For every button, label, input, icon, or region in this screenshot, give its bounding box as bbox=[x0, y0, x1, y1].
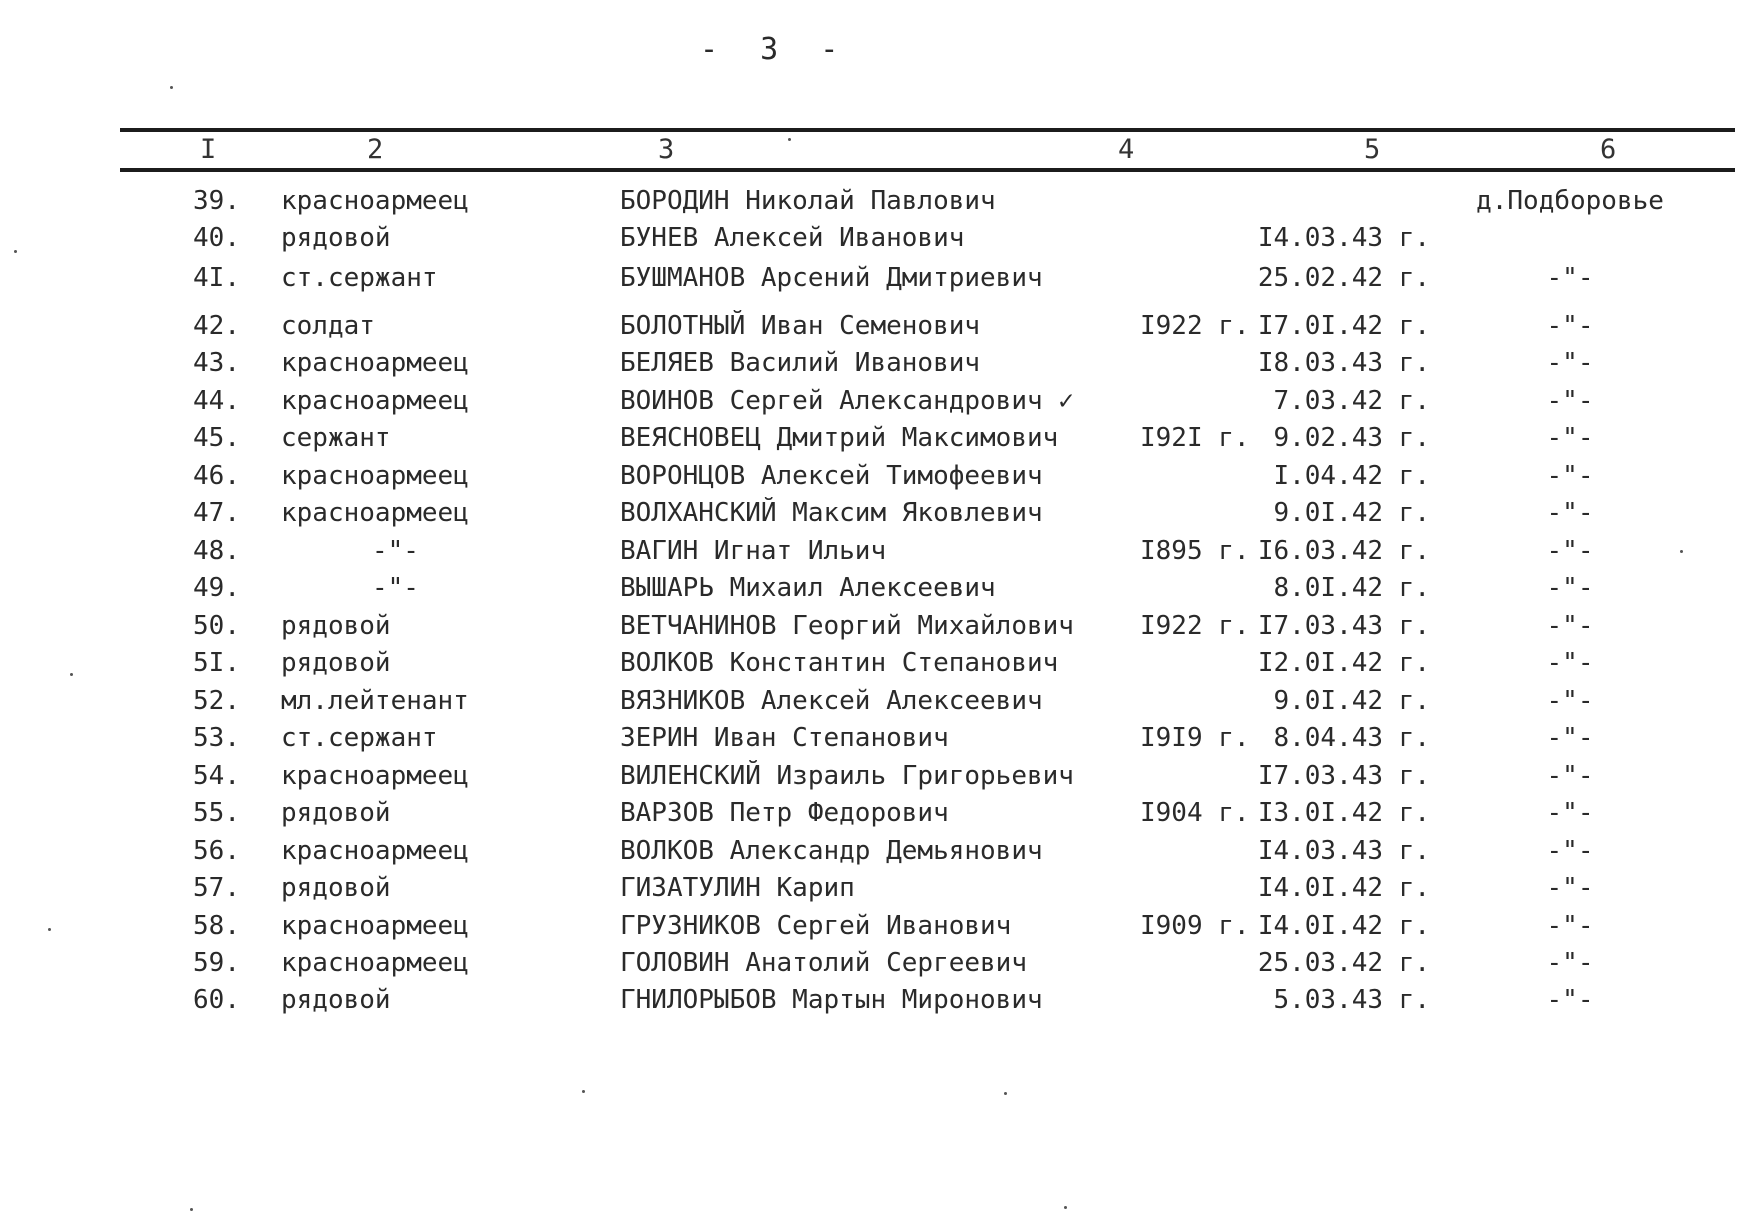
scan-speck bbox=[170, 86, 173, 89]
table-row bbox=[0, 761, 1740, 797]
rank-cell: красноармеец bbox=[281, 498, 469, 528]
birth-year-cell: I9I9 г. bbox=[1140, 723, 1250, 753]
rank-cell: красноармеец bbox=[281, 461, 469, 491]
header-bottom-rule bbox=[120, 168, 1735, 172]
burial-place-cell: д.Подборовье bbox=[1476, 186, 1664, 216]
birth-year-cell: I922 г. bbox=[1140, 611, 1250, 641]
column-header-4: 4 bbox=[1118, 134, 1135, 165]
death-date-cell: I8.03.43 г. bbox=[1257, 348, 1430, 378]
burial-place-cell: -"- bbox=[1546, 798, 1594, 828]
name-cell: ВОЛКОВ Константин Степанович bbox=[620, 648, 1059, 678]
name-cell: БЕЛЯЕВ Василий Иванович bbox=[620, 348, 981, 378]
column-header-2: 2 bbox=[367, 134, 384, 165]
scan-speck bbox=[1680, 550, 1683, 553]
scan-speck bbox=[190, 1208, 193, 1211]
row-number: 49. bbox=[193, 573, 240, 603]
rank-cell: красноармеец bbox=[281, 911, 469, 941]
rank-cell: мл.лейтенант bbox=[281, 686, 469, 716]
rank-cell: сержант bbox=[281, 423, 391, 453]
table-row bbox=[0, 573, 1740, 609]
name-cell: ГНИЛОРЫБОВ Мартын Миронович bbox=[620, 985, 1043, 1015]
birth-year-cell: I909 г. bbox=[1140, 911, 1250, 941]
death-date-cell: I4.0I.42 г. bbox=[1257, 911, 1430, 941]
burial-place-cell: -"- bbox=[1546, 836, 1594, 866]
table-row bbox=[0, 386, 1740, 422]
table-row bbox=[0, 423, 1740, 459]
rank-cell: рядовой bbox=[281, 223, 391, 253]
name-cell: БОЛОТНЫЙ Иван Семенович bbox=[620, 311, 981, 341]
row-number: 46. bbox=[193, 461, 240, 491]
column-header-6: 6 bbox=[1600, 134, 1617, 165]
table-row bbox=[0, 723, 1740, 759]
death-date-cell: 5.03.43 г. bbox=[1273, 985, 1430, 1015]
name-cell: ВЕТЧАНИНОВ Георгий Михайлович bbox=[620, 611, 1074, 641]
burial-place-cell: -"- bbox=[1546, 648, 1594, 678]
scan-speck bbox=[70, 673, 73, 676]
table-row bbox=[0, 263, 1740, 299]
row-number: 5I. bbox=[193, 648, 240, 678]
burial-place-cell: -"- bbox=[1546, 611, 1594, 641]
row-number: 57. bbox=[193, 873, 240, 903]
table-row bbox=[0, 985, 1740, 1021]
rank-cell: рядовой bbox=[281, 985, 391, 1015]
row-number: 45. bbox=[193, 423, 240, 453]
name-cell: БУНЕВ Алексей Иванович bbox=[620, 223, 965, 253]
name-cell: ВАГИН Игнат Ильич bbox=[620, 536, 887, 566]
row-number: 50. bbox=[193, 611, 240, 641]
name-cell: ВОИНОВ Сергей Александрович ✓ bbox=[620, 386, 1074, 416]
death-date-cell: I4.0I.42 г. bbox=[1257, 873, 1430, 903]
rank-cell: ст.сержант bbox=[281, 263, 438, 293]
row-number: 54. bbox=[193, 761, 240, 791]
table-row bbox=[0, 311, 1740, 347]
table-row bbox=[0, 223, 1740, 259]
table-row bbox=[0, 348, 1740, 384]
burial-place-cell: -"- bbox=[1546, 911, 1594, 941]
rank-cell: рядовой bbox=[281, 648, 391, 678]
birth-year-cell: I904 г. bbox=[1140, 798, 1250, 828]
burial-place-cell: -"- bbox=[1546, 761, 1594, 791]
table-top-rule bbox=[120, 128, 1735, 132]
burial-place-cell: -"- bbox=[1546, 948, 1594, 978]
name-cell: ВЯЗНИКОВ Алексей Алексеевич bbox=[620, 686, 1043, 716]
name-cell: БУШМАНОВ Арсений Дмитриевич bbox=[620, 263, 1043, 293]
death-date-cell: 7.03.42 г. bbox=[1273, 386, 1430, 416]
row-number: 55. bbox=[193, 798, 240, 828]
death-date-cell: I.04.42 г. bbox=[1273, 461, 1430, 491]
name-cell: ВИЛЕНСКИЙ Израиль Григорьевич bbox=[620, 761, 1074, 791]
death-date-cell: 9.0I.42 г. bbox=[1273, 686, 1430, 716]
burial-place-cell: -"- bbox=[1546, 573, 1594, 603]
rank-cell: красноармеец bbox=[281, 836, 469, 866]
birth-year-cell: I92I г. bbox=[1140, 423, 1250, 453]
scan-speck bbox=[1064, 1206, 1067, 1209]
table-row bbox=[0, 536, 1740, 572]
death-date-cell: 25.02.42 г. bbox=[1257, 263, 1430, 293]
rank-cell: рядовой bbox=[281, 873, 391, 903]
column-header-5: 5 bbox=[1364, 134, 1381, 165]
scan-speck bbox=[582, 1090, 585, 1093]
row-number: 44. bbox=[193, 386, 240, 416]
row-number: 39. bbox=[193, 186, 240, 216]
death-date-cell: I3.0I.42 г. bbox=[1257, 798, 1430, 828]
rank-cell: красноармеец bbox=[281, 948, 469, 978]
death-date-cell: 25.03.42 г. bbox=[1257, 948, 1430, 978]
rank-cell: ст.сержант bbox=[281, 723, 438, 753]
rank-cell: -"- bbox=[372, 573, 419, 603]
column-header-1: I bbox=[200, 134, 217, 165]
table-row bbox=[0, 648, 1740, 684]
table-row bbox=[0, 611, 1740, 647]
name-cell: ВАРЗОВ Петр Федорович bbox=[620, 798, 949, 828]
burial-place-cell: -"- bbox=[1546, 723, 1594, 753]
death-date-cell: I7.03.43 г. bbox=[1257, 761, 1430, 791]
row-number: 47. bbox=[193, 498, 240, 528]
rank-cell: красноармеец bbox=[281, 186, 469, 216]
row-number: 48. bbox=[193, 536, 240, 566]
page-number: - 3 - bbox=[700, 32, 851, 67]
row-number: 52. bbox=[193, 686, 240, 716]
name-cell: ГИЗАТУЛИН Карип bbox=[620, 873, 855, 903]
burial-place-cell: -"- bbox=[1546, 423, 1594, 453]
name-cell: ВОЛКОВ Александр Демьянович bbox=[620, 836, 1043, 866]
table-row bbox=[0, 498, 1740, 534]
burial-place-cell: -"- bbox=[1546, 311, 1594, 341]
row-number: 43. bbox=[193, 348, 240, 378]
name-cell: ВЫШАРЬ Михаил Алексеевич bbox=[620, 573, 996, 603]
name-cell: ГОЛОВИН Анатолий Сергеевич bbox=[620, 948, 1027, 978]
table-row bbox=[0, 911, 1740, 947]
name-cell: ЗЕРИН Иван Степанович bbox=[620, 723, 949, 753]
name-cell: БОРОДИН Николай Павлович bbox=[620, 186, 996, 216]
table-row bbox=[0, 873, 1740, 909]
burial-place-cell: -"- bbox=[1546, 461, 1594, 491]
row-number: 59. bbox=[193, 948, 240, 978]
row-number: 56. bbox=[193, 836, 240, 866]
burial-place-cell: -"- bbox=[1546, 873, 1594, 903]
burial-place-cell: -"- bbox=[1546, 348, 1594, 378]
row-number: 42. bbox=[193, 311, 240, 341]
rank-cell: рядовой bbox=[281, 611, 391, 641]
row-number: 40. bbox=[193, 223, 240, 253]
death-date-cell: I7.03.43 г. bbox=[1257, 611, 1430, 641]
burial-place-cell: -"- bbox=[1546, 985, 1594, 1015]
scan-speck bbox=[1004, 1092, 1007, 1095]
row-number: 60. bbox=[193, 985, 240, 1015]
scan-speck bbox=[14, 250, 17, 253]
table-row bbox=[0, 836, 1740, 872]
rank-cell: рядовой bbox=[281, 798, 391, 828]
death-date-cell: I2.0I.42 г. bbox=[1257, 648, 1430, 678]
burial-place-cell: -"- bbox=[1546, 536, 1594, 566]
table-row bbox=[0, 948, 1740, 984]
scan-speck bbox=[48, 928, 51, 931]
burial-place-cell: -"- bbox=[1546, 686, 1594, 716]
name-cell: ВЕЯСНОВЕЦ Дмитрий Максимович bbox=[620, 423, 1059, 453]
name-cell: ВОРОНЦОВ Алексей Тимофеевич bbox=[620, 461, 1043, 491]
death-date-cell: I4.03.43 г. bbox=[1257, 223, 1430, 253]
rank-cell: -"- bbox=[372, 536, 419, 566]
death-date-cell: 9.0I.42 г. bbox=[1273, 498, 1430, 528]
table-row bbox=[0, 461, 1740, 497]
scan-speck bbox=[788, 138, 791, 141]
death-date-cell: I6.03.42 г. bbox=[1257, 536, 1430, 566]
table-row bbox=[0, 798, 1740, 834]
death-date-cell: 8.04.43 г. bbox=[1273, 723, 1430, 753]
death-date-cell: I4.03.43 г. bbox=[1257, 836, 1430, 866]
column-header-3: 3 bbox=[658, 134, 675, 165]
birth-year-cell: I922 г. bbox=[1140, 311, 1250, 341]
name-cell: ВОЛХАНСКИЙ Максим Яковлевич bbox=[620, 498, 1043, 528]
birth-year-cell: I895 г. bbox=[1140, 536, 1250, 566]
rank-cell: красноармеец bbox=[281, 761, 469, 791]
burial-place-cell: -"- bbox=[1546, 498, 1594, 528]
row-number: 58. bbox=[193, 911, 240, 941]
death-date-cell: 9.02.43 г. bbox=[1273, 423, 1430, 453]
rank-cell: красноармеец bbox=[281, 386, 469, 416]
death-date-cell: 8.0I.42 г. bbox=[1273, 573, 1430, 603]
death-date-cell: I7.0I.42 г. bbox=[1257, 311, 1430, 341]
rank-cell: красноармеец bbox=[281, 348, 469, 378]
table-row bbox=[0, 686, 1740, 722]
table-row bbox=[0, 186, 1740, 222]
burial-place-cell: -"- bbox=[1546, 386, 1594, 416]
burial-place-cell: -"- bbox=[1546, 263, 1594, 293]
row-number: 53. bbox=[193, 723, 240, 753]
row-number: 4I. bbox=[193, 263, 240, 293]
rank-cell: солдат bbox=[281, 311, 375, 341]
name-cell: ГРУЗНИКОВ Сергей Иванович bbox=[620, 911, 1012, 941]
